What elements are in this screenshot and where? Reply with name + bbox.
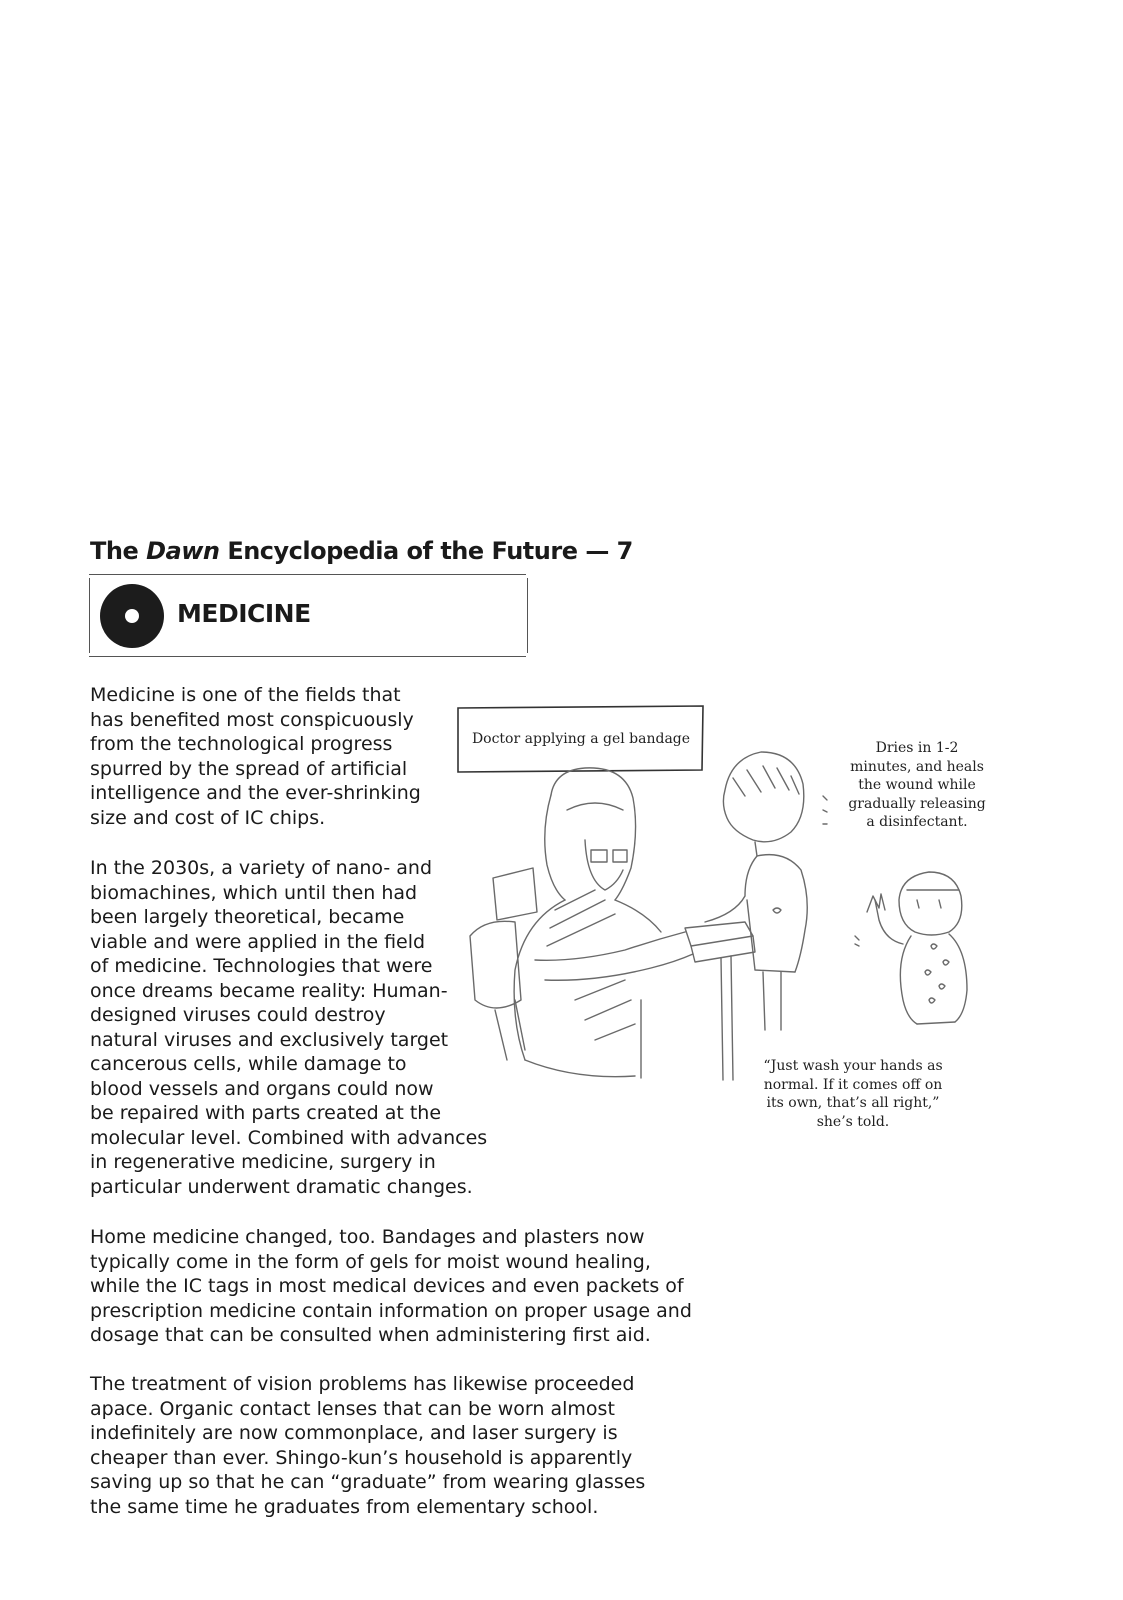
caption-doctor: Doctor applying a gel bandage xyxy=(471,731,691,747)
banner-rule-top xyxy=(89,574,526,575)
banner-rule-right xyxy=(527,578,528,653)
section-label: MEDICINE xyxy=(177,599,311,628)
waving-child-sketch xyxy=(855,872,967,1024)
title-emphasis: Dawn xyxy=(146,537,220,565)
title-prefix: The xyxy=(90,537,147,565)
caption-dries: Dries in 1-2 minutes, and heals the wound while gradually releasing a disinfectant. xyxy=(848,740,986,830)
record-disc-icon xyxy=(99,583,165,649)
doctor-sketch xyxy=(514,768,693,1078)
banner-rule-bottom xyxy=(89,656,526,657)
title-suffix: Encyclopedia of the Future — 7 xyxy=(219,537,633,565)
armrest-sketch xyxy=(685,922,755,1080)
page-title xyxy=(90,537,633,565)
body-paragraph-3: Home medicine changed, too. Bandages and plasters now typically come in the form of gels for moist wound healing, while the IC tags in most medical devices and even packets of prescription medicine contain information on proper usage and dosage that can be consulted when administering first aid. xyxy=(90,1226,692,1346)
caption-wash: “Just wash your hands as normal. If it comes off on its own, that’s all right,” she’s told. xyxy=(763,1058,943,1130)
body-paragraph-4: The treatment of vision problems has likewise proceeded apace. Organic contact lenses that can be worn almost indefinitely are now commonplace, and laser surgery is cheaper than ever. Shingo-kun’s household is apparently saving up so that he can “graduate” from wearing glasses the same time he graduates from elementary school. xyxy=(90,1373,646,1518)
body-paragraph-2: In the 2030s, a variety of nano- and biomachines, which until then had been largely theoretical, became viable and were applied in the field of medicine. Technologies that were once dreams became reality: Human- designed viruses could destroy natural viruses and exclusively target cancerous cells, while damage to blood vessels and organs could now be repaired with parts created at the molecular level. Combined with advances in regenerative medicine, surgery in particular underwent dramatic changes. xyxy=(90,857,488,1198)
chair-sketch xyxy=(470,868,537,1060)
child-sketch xyxy=(705,752,807,1030)
motion-marks xyxy=(823,796,827,824)
section-banner xyxy=(89,574,530,657)
body-paragraph-1: Medicine is one of the fields that has benefited most conspicuously from the technological progress spurred by the spread of artificial intelligence and the ever-shrinking size and cost of IC chips. xyxy=(90,684,421,829)
banner-rule-left xyxy=(89,578,90,653)
